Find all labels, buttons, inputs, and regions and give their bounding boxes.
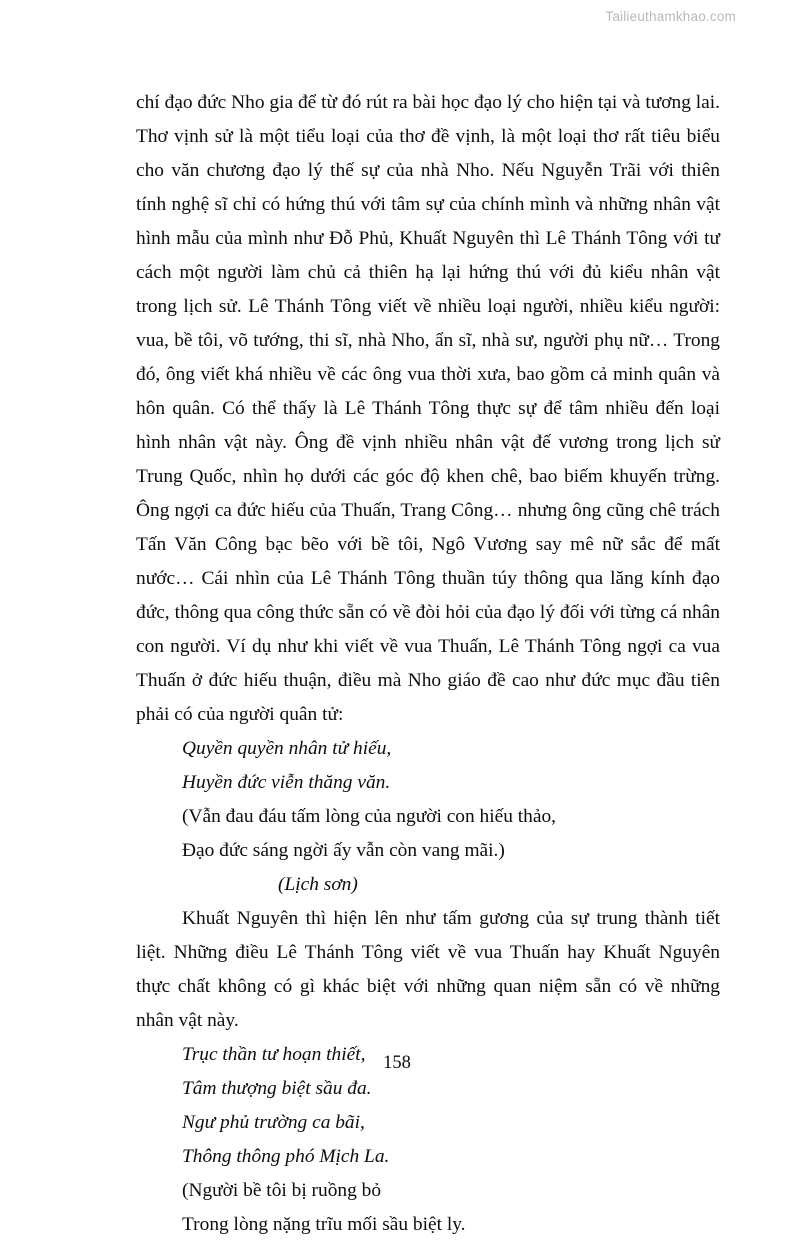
verse-block-lich-son — [136, 732, 720, 902]
verse-line-translation: Đạo đức sáng ngời ấy vẫn còn vang mãi.) — [182, 840, 505, 861]
page-number: 158 — [383, 1053, 411, 1073]
verse-line: Huyền đức viễn thăng văn. — [182, 772, 391, 793]
verse-line: Tâm thượng biệt sầu đa. — [182, 1078, 372, 1099]
verse-line: Thông thông phó Mịch La. — [182, 1146, 390, 1167]
verse-line-translation: (Người bề tôi bị ruồng bỏ — [182, 1180, 382, 1201]
verse-line: Ngư phủ trường ca bãi, — [182, 1112, 365, 1133]
verse-line: Quyền quyền nhân tử hiếu, — [182, 738, 392, 759]
body-paragraph-1: chí đạo đức Nho gia để từ đó rút ra bài học đạo lý cho hiện tại và tương lai. Thơ vịnh sử là một tiểu loại của thơ đề vịnh, là một loại thơ rất tiêu biểu cho văn chương đạo lý thế sự của nhà Nho. Nếu Nguyễn Trãi với thiên tính nghệ sĩ chỉ có hứng thú với tâm sự của chính mình và những nhân vật hình mẫu của mình như Đỗ Phủ, Khuất Nguyên thì Lê Thánh Tông với tư cách một người làm chủ cả thiên hạ lại hứng thú với đủ kiểu nhân vật trong lịch sử. Lê Thánh Tông viết về nhiều loại người, nhiều kiểu người: vua, bề tôi, võ tướng, thi sĩ, nhà Nho, ẩn sĩ, nhà sư, người phụ nữ… Trong đó, ông viết khá nhiều về các ông vua thời xưa, bao gồm cả minh quân và hôn quân. Có thể thấy là Lê Thánh Tông thực sự để tâm nhiều đến loại hình nhân vật này. Ông đề vịnh nhiều nhân vật đế vương trong lịch sử Trung Quốc, nhìn họ dưới các góc độ khen chê, bao biếm khuyến trừng. Ông ngợi ca đức hiếu của Thuấn, Trang Công… nhưng ông cũng chê trách Tấn Văn Công bạc bẽo với bề tôi, Ngô Vương say mê nữ sắc để mất nước… Cái nhìn của Lê Thánh Tông thuần túy thông qua lăng kính đạo đức, thông qua công thức sẵn có về đòi hỏi của đạo lý đối với từng cá nhân con người. Ví dụ như khi viết về vua Thuấn, Lê Thánh Tông ngợi ca vua Thuấn ở đức hiếu thuận, điều mà Nho giáo đề cao như đức mục đầu tiên phải có của người quân tử: — [136, 92, 720, 725]
verse-line: Trục thần tư hoạn thiết, — [182, 1044, 366, 1065]
verse-source-attribution: (Lịch sơn) — [278, 874, 358, 895]
body-paragraph-2: Khuất Nguyên thì hiện lên như tấm gương của sự trung thành tiết liệt. Những điều Lê Thánh Tông viết về vua Thuấn hay Khuất Nguyên thực chất không có gì khác biệt với những quan niệm sẵn có về những nhân vật này. — [136, 908, 720, 1031]
verse-line-translation: (Vẫn đau đáu tấm lòng của người con hiếu thảo, — [182, 806, 556, 827]
verse-line-translation: Trong lòng nặng trĩu mối sầu biệt ly. — [182, 1214, 466, 1235]
site-watermark: Tailieuthamkhao.com — [605, 9, 736, 24]
